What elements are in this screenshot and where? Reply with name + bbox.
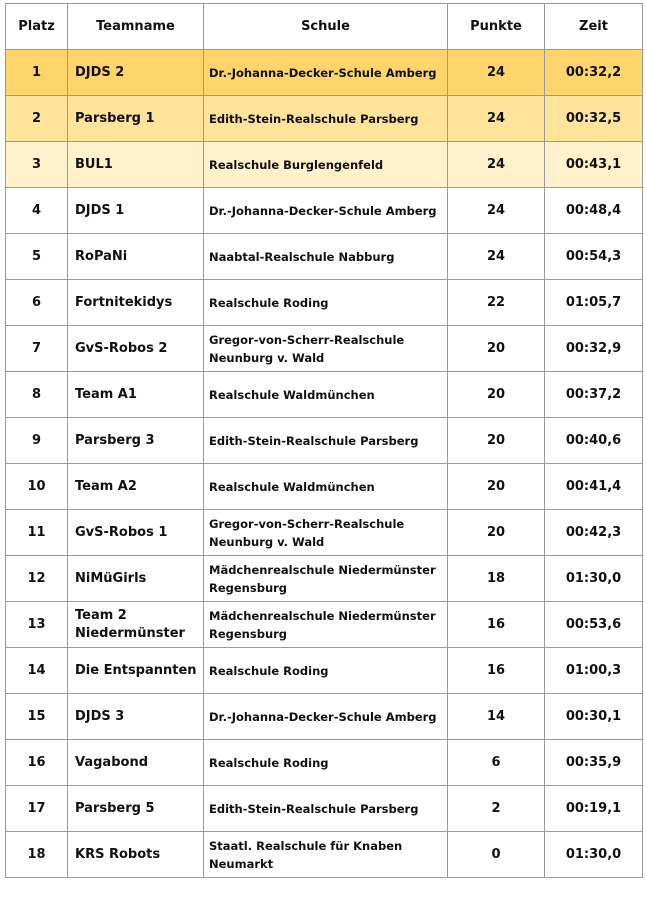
cell-zeit: 01:05,7: [545, 280, 643, 326]
cell-team: Die Entspannten: [68, 648, 204, 694]
cell-zeit: 00:19,1: [545, 786, 643, 832]
cell-zeit: 00:42,3: [545, 510, 643, 556]
cell-punkte: 20: [448, 464, 545, 510]
cell-punkte: 22: [448, 280, 545, 326]
table-row: [6, 648, 643, 694]
cell-platz: 7: [6, 326, 68, 372]
cell-platz: 8: [6, 372, 68, 418]
cell-team: DJDS 2: [68, 50, 204, 96]
table-row: [6, 326, 643, 372]
cell-platz: 13: [6, 602, 68, 648]
cell-team: NiMüGirls: [68, 556, 204, 602]
cell-platz: 17: [6, 786, 68, 832]
ranking-table: [5, 3, 643, 878]
cell-team: BUL1: [68, 142, 204, 188]
cell-team: DJDS 3: [68, 694, 204, 740]
cell-team: GvS-Robos 2: [68, 326, 204, 372]
cell-team: GvS-Robos 1: [68, 510, 204, 556]
table-row: [6, 234, 643, 280]
cell-punkte: 14: [448, 694, 545, 740]
cell-zeit: 00:32,9: [545, 326, 643, 372]
cell-platz: 3: [6, 142, 68, 188]
cell-team: Team A2: [68, 464, 204, 510]
cell-schule: Gregor-von-Scherr-Realschule Neunburg v. Wald: [204, 326, 448, 372]
cell-zeit: 00:30,1: [545, 694, 643, 740]
cell-team: Parsberg 1: [68, 96, 204, 142]
cell-team: Vagabond: [68, 740, 204, 786]
cell-schule: Dr.-Johanna-Decker-Schule Amberg: [204, 50, 448, 96]
table-row: [6, 694, 643, 740]
cell-zeit: 00:43,1: [545, 142, 643, 188]
cell-zeit: 00:35,9: [545, 740, 643, 786]
cell-team: KRS Robots: [68, 832, 204, 878]
cell-schule: Realschule Roding: [204, 648, 448, 694]
cell-schule: Edith-Stein-Realschule Parsberg: [204, 96, 448, 142]
cell-punkte: 16: [448, 602, 545, 648]
cell-team: Team A1: [68, 372, 204, 418]
cell-platz: 16: [6, 740, 68, 786]
cell-schule: Staatl. Realschule für Knaben Neumarkt: [204, 832, 448, 878]
table-row: [6, 142, 643, 188]
cell-platz: 4: [6, 188, 68, 234]
cell-platz: 14: [6, 648, 68, 694]
header-zeit: Zeit: [545, 4, 643, 50]
cell-punkte: 6: [448, 740, 545, 786]
cell-zeit: 00:54,3: [545, 234, 643, 280]
cell-platz: 18: [6, 832, 68, 878]
cell-punkte: 20: [448, 326, 545, 372]
header-teamname: Teamname: [68, 4, 204, 50]
cell-punkte: 18: [448, 556, 545, 602]
cell-platz: 10: [6, 464, 68, 510]
cell-team: Fortnitekidys: [68, 280, 204, 326]
table-row: [6, 832, 643, 878]
cell-zeit: 01:30,0: [545, 832, 643, 878]
header-platz: Platz: [6, 4, 68, 50]
cell-platz: 1: [6, 50, 68, 96]
cell-punkte: 20: [448, 372, 545, 418]
cell-schule: Realschule Waldmünchen: [204, 372, 448, 418]
cell-zeit: 01:00,3: [545, 648, 643, 694]
cell-punkte: 24: [448, 234, 545, 280]
table-row: [6, 280, 643, 326]
header-schule: Schule: [204, 4, 448, 50]
table-row: [6, 602, 643, 648]
cell-schule: Realschule Burglengenfeld: [204, 142, 448, 188]
cell-zeit: 00:37,2: [545, 372, 643, 418]
cell-zeit: 01:30,0: [545, 556, 643, 602]
cell-team: RoPaNi: [68, 234, 204, 280]
cell-punkte: 2: [448, 786, 545, 832]
cell-schule: Realschule Roding: [204, 740, 448, 786]
cell-schule: Mädchenrealschule Niedermünster Regensburg: [204, 602, 448, 648]
cell-schule: Realschule Roding: [204, 280, 448, 326]
cell-schule: Gregor-von-Scherr-Realschule Neunburg v. Wald: [204, 510, 448, 556]
cell-platz: 2: [6, 96, 68, 142]
cell-schule: Dr.-Johanna-Decker-Schule Amberg: [204, 694, 448, 740]
table-row: [6, 464, 643, 510]
cell-zeit: 00:32,5: [545, 96, 643, 142]
cell-schule: Naabtal-Realschule Nabburg: [204, 234, 448, 280]
cell-team: DJDS 1: [68, 188, 204, 234]
table-row: [6, 50, 643, 96]
cell-schule: Realschule Waldmünchen: [204, 464, 448, 510]
cell-team: Parsberg 3: [68, 418, 204, 464]
cell-zeit: 00:41,4: [545, 464, 643, 510]
cell-zeit: 00:53,6: [545, 602, 643, 648]
table-row: [6, 372, 643, 418]
cell-punkte: 24: [448, 188, 545, 234]
table-row: [6, 556, 643, 602]
cell-punkte: 0: [448, 832, 545, 878]
table-row: [6, 510, 643, 556]
cell-zeit: 00:48,4: [545, 188, 643, 234]
cell-schule: Edith-Stein-Realschule Parsberg: [204, 418, 448, 464]
table-row: [6, 418, 643, 464]
cell-platz: 6: [6, 280, 68, 326]
cell-team: Parsberg 5: [68, 786, 204, 832]
table-row: [6, 740, 643, 786]
cell-schule: Mädchenrealschule Niedermünster Regensburg: [204, 556, 448, 602]
header-punkte: Punkte: [448, 4, 545, 50]
cell-platz: 15: [6, 694, 68, 740]
table-row: [6, 96, 643, 142]
table-row: [6, 188, 643, 234]
cell-punkte: 24: [448, 96, 545, 142]
cell-punkte: 20: [448, 510, 545, 556]
cell-zeit: 00:40,6: [545, 418, 643, 464]
header-row: [6, 4, 643, 50]
table-row: [6, 786, 643, 832]
cell-platz: 5: [6, 234, 68, 280]
cell-zeit: 00:32,2: [545, 50, 643, 96]
cell-team: Team 2 Niedermünster: [68, 602, 204, 648]
cell-punkte: 16: [448, 648, 545, 694]
cell-punkte: 20: [448, 418, 545, 464]
cell-schule: Edith-Stein-Realschule Parsberg: [204, 786, 448, 832]
cell-punkte: 24: [448, 50, 545, 96]
cell-punkte: 24: [448, 142, 545, 188]
cell-platz: 11: [6, 510, 68, 556]
cell-schule: Dr.-Johanna-Decker-Schule Amberg: [204, 188, 448, 234]
cell-platz: 12: [6, 556, 68, 602]
cell-platz: 9: [6, 418, 68, 464]
